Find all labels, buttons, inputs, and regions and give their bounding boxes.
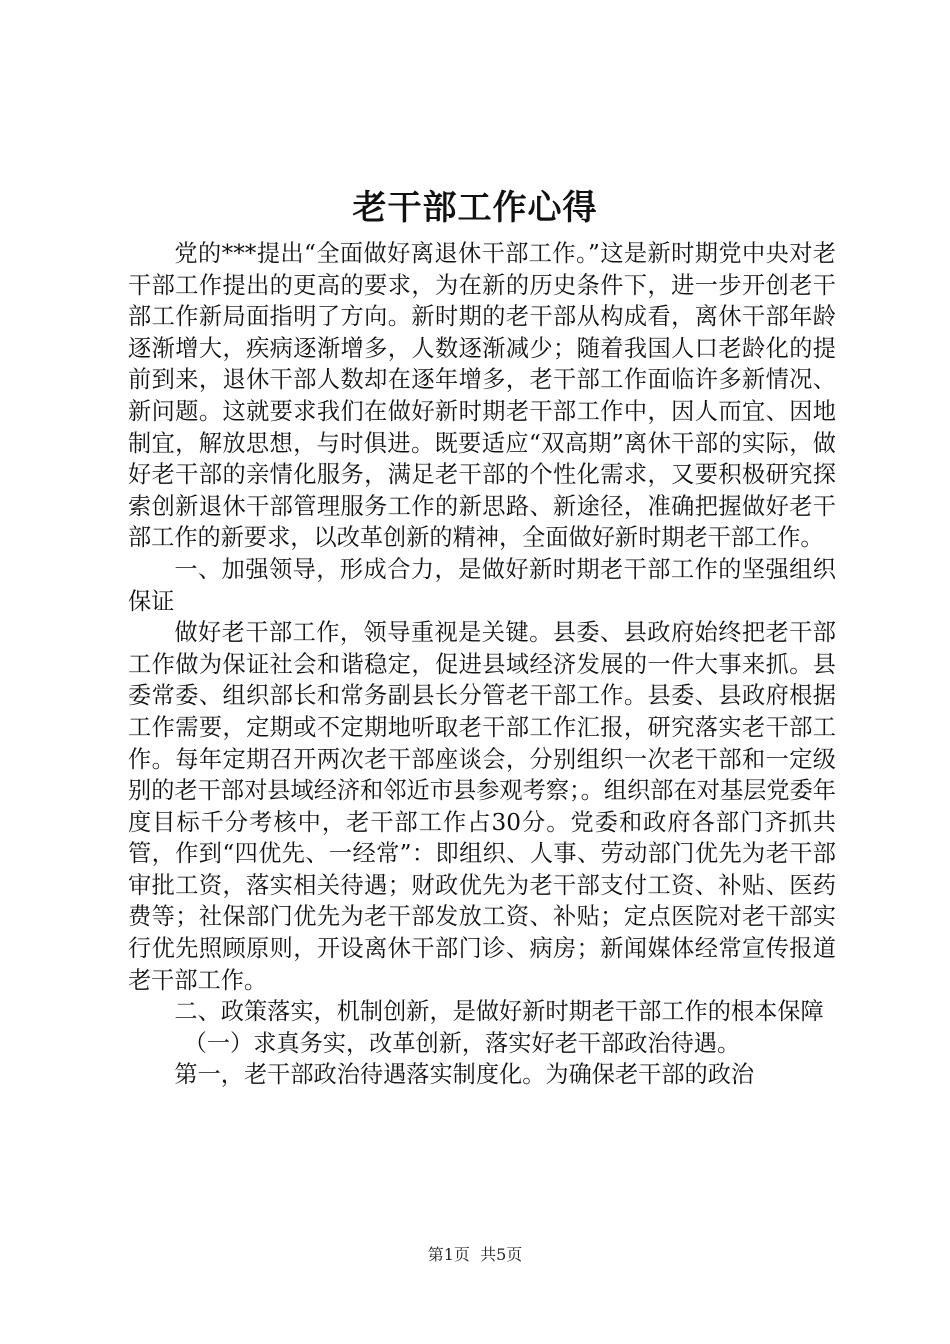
document-body: [128, 238, 836, 1091]
section-heading-2: 二、政策落实，机制创新，是做好新时期老干部工作的根本保障: [174, 998, 824, 1026]
page-footer: [0, 1243, 950, 1267]
footer-spacer: [470, 1245, 480, 1264]
paragraph-intro: 党的***提出“全面做好离退休干部工作。”这是新时期党中央对老干部工作提出的更高的要求，为在新的历史条件下，进一步开创老干部工作新局面指明了方向。新时期的老干部从构成看，离休干部年龄逐渐增大，疾病逐渐增多，人数逐渐减少；随着我国人口老龄化的提前到来，退休干部人数却在逐年增多，老干部工作面临许多新情况、新问题。这就要求我们在做好新时期老干部工作中，因人而宜、因地制宜，解放思想，与时俱进。既要适应“双高期”离休干部的实际，做好老干部的亲情化服务，满足老干部的个性化需求，又要积极研究探索创新退休干部管理服务工作的新思路、新途径，准确把握做好老干部工作的新要求，以改革创新的精神，全面做好新时期老干部工作。: [128, 240, 836, 552]
subsection-heading-1: （一）求真务实，改革创新，落实好老干部政治待遇。: [183, 1029, 741, 1057]
paragraph-subsection-1: 第一，老干部政治待遇落实制度化。为确保老干部的政治: [174, 1061, 755, 1089]
paragraph-section-1: 做好老干部工作，领导重视是关键。县委、县政府始终把老干部工作做为保证社会和谐稳定，促进县域经济发展的一件大事来抓。县委常委、组织部长和常务副县长分管老干部工作。县委、县政府根据工作需要，定期或不定期地听取老干部工作汇报，研究落实老干部工作。每年定期召开两次老干部座谈会，分别组织一次老干部和一定级别的老干部对县域经济和邻近市县参观考察；。组织部在对基层党委年度目标千分考核中，老干部工作占30分。党委和政府各部门齐抓共管，作到“四优先、一经常”：即组织、人事、劳动部门优先为老干部审批工资，落实相关待遇；财政优先为老干部支付工资、补贴、医药费等；社保部门优先为老干部发放工资、补贴；定点医院对老干部实行优先照顾原则，开设离休干部门诊、病房；新闻媒体经常宣传报道老干部工作。: [128, 619, 836, 994]
page-total: 共5页: [480, 1245, 523, 1264]
section-heading-1: 一、加强领导，形成合力，是做好新时期老干部工作的坚强组织保证: [128, 555, 836, 615]
page-number: 第1页: [427, 1245, 470, 1264]
document-title: 老干部工作心得: [352, 188, 598, 228]
